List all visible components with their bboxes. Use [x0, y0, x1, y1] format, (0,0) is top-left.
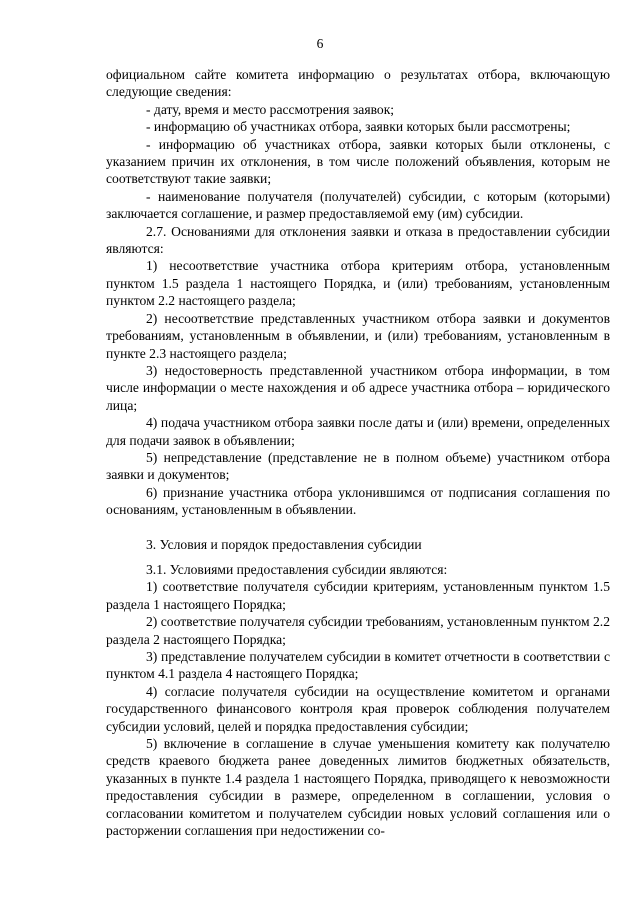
paragraph: 3) недостоверность представленной участником отбора информации, в том числе информации о месте нахождения и об адресе участника отбора – юридического лица; — [106, 362, 610, 413]
paragraph: 5) непредставление (представление не в полном объеме) участником отбора заявки и документов; — [106, 449, 610, 483]
paragraph: 2) соответствие получателя субсидии требованиям, установленным пунктом 2.2 раздела 2 настоящего Порядка; — [106, 614, 610, 647]
paragraph: 3) представление получателем субсидии в комитет отчетности в соответствии с пунктом 4.1 раздела 4 настоящего Порядка; — [106, 649, 610, 682]
paragraph: 2) несоответствие представленных участником отбора заявки и документов требованиям, установленным в объявлении, и (или) требованиям, установленным в пункте 2.3 настоящего раздела; — [106, 310, 610, 361]
paragraph: 3.1. Условиями предоставления субсидии являются: — [146, 561, 448, 577]
paragraph: - информацию об участниках отбора, заявки которых были отклонены, с указанием причин их отклонения, в том числе положений объявления, которым не соответствуют такие заявки; — [106, 136, 610, 187]
paragraph: 1) соответствие получателя субсидии критериям, установленным пунктом 1.5 раздела 1 настоящего Порядка; — [106, 579, 610, 612]
paragraph: 4) подача участником отбора заявки после даты и (или) времени, определенных для подачи заявок в объявлении; — [106, 415, 610, 448]
page-number: 6 — [316, 36, 324, 51]
paragraph: - дату, время и место рассмотрения заявок; — [146, 101, 395, 117]
paragraph: 6) признание участника отбора уклонившимся от подписания соглашения по основаниям, установленным в объявлении. — [106, 484, 610, 518]
document-body — [106, 66, 610, 839]
paragraph: 2.7. Основаниями для отклонения заявки и отказа в предоставлении субсидии являются: — [106, 223, 610, 257]
paragraph: - информацию об участниках отбора, заявки которых были рассмотрены; — [146, 119, 571, 135]
paragraph: - наименование получателя (получателей) субсидии, с которым (которыми) заключается соглашение, и размер предоставляемой ему (им) субсидии. — [106, 188, 610, 222]
paragraph: 1) несоответствие участника отбора критериям отбора, установленным пунктом 1.5 раздела 1 настоящего Порядка, и (или) требованиям, установленным пунктом 2.2 настоящего раздела; — [106, 258, 610, 309]
paragraph: 4) согласие получателя субсидии на осуществление комитетом и органами государственного финансового контроля края проверок соблюдения получателем субсидии условий, целей и порядка предоставления субсидии; — [106, 683, 610, 734]
paragraph: 5) включение в соглашение в случае уменьшения комитету как получателю средств краевого бюджета ранее доведенных лимитов бюджетных обязательств, указанных в пункте 1.4 раздела 1 настоящего Порядка, приводящего к невозможности предоставления субсидии в размере, определенном в соглашении, условия о согласовании комитетом и получателем субсидии новых условий соглашения или о расторжении соглашения при недостижении со- — [106, 736, 610, 839]
paragraph: официальном сайте комитета информацию о результатах отбора, включающую следующие сведения: — [106, 67, 610, 100]
section-heading: 3. Условия и порядок предоставления субсидии — [146, 536, 422, 552]
